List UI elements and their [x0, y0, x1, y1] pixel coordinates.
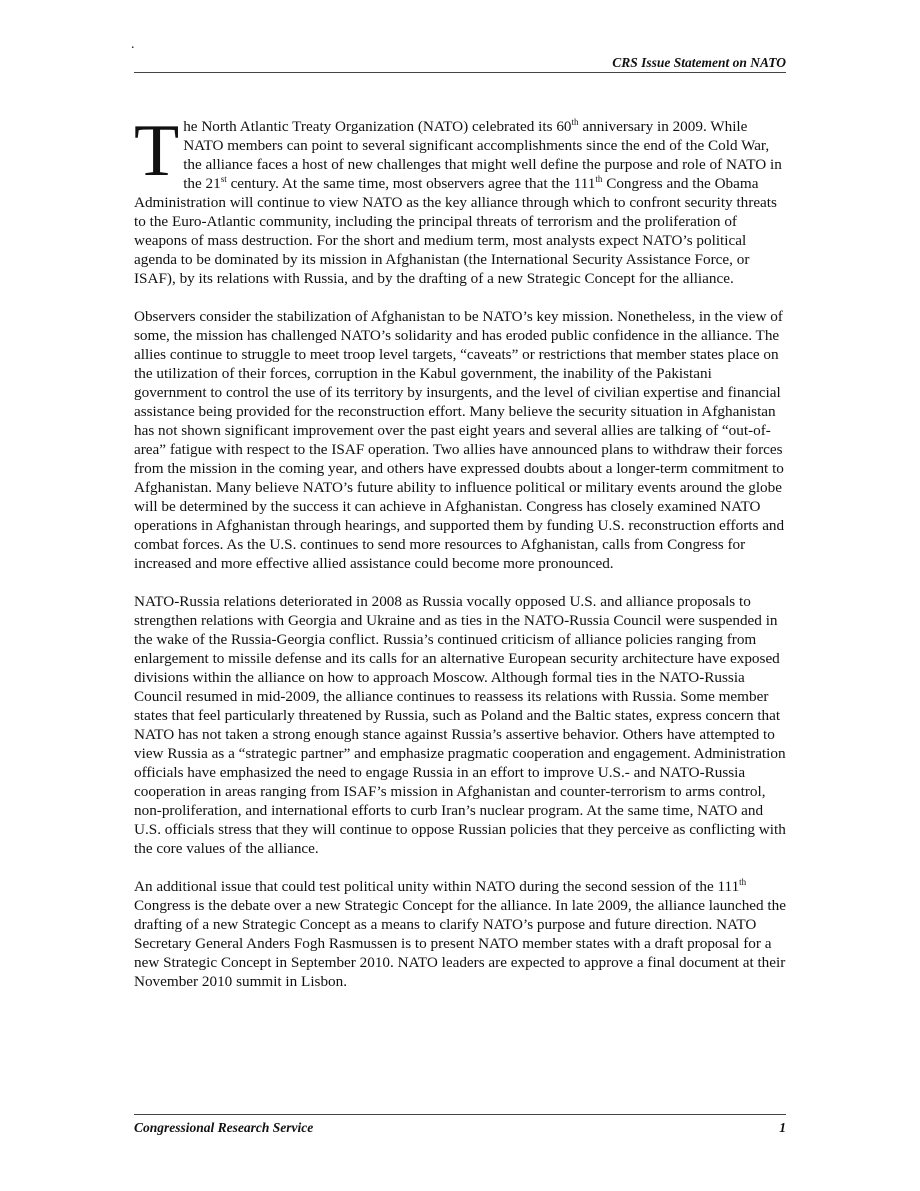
text-run: An additional issue that could test political unity within NATO during the second session of the 111 [134, 878, 740, 895]
paragraph-afghanistan: Observers consider the stabilization of Afghanistan to be NATO’s key mission. Nonetheless, in the view of some, the mission has challenged NATO’s solidarity and has eroded public confidence in the alliance. The allies continue to struggle to meet troop level targets, “caveats” or restrictions that member states place on the utilization of their forces, corruption in the Kabul government, the inability of the Pakistani government to control the use of its territory by insurgents, and the level of civilian expertise and financial assistance being provided for the reconstruction effort. Many believe the security situation in Afghanistan has not shown significant improvement over the past eight years and several allies are talking of “out-of-area” fatigue with respect to the ISAF operation. Two allies have announced plans to withdraw their forces from the mission in the coming year, and others have expressed doubts about a longer-term commitment to Afghanistan. Many believe NATO’s future ability to influence political or military events around the globe will be determined by the success it can achieve in Afghanistan. Congress has closely examined NATO operations in Afghanistan through hearings, and supported them by funding U.S. reconstruction efforts and combat forces. As the U.S. continues to send more resources to Afghanistan, calls from Congress for increased and more effective allied assistance could become more pronounced. [134, 308, 785, 572]
text-run: Congress is the debate over a new Strategic Concept for the alliance. In late 2009, the alliance launched the drafting of a new Strategic Concept as a means to clarify NATO’s purpose and future direction. NATO Secretary General Anders Fogh Rasmussen is to present NATO member states with a draft proposal for a new Strategic Concept in September 2010. NATO leaders are expected to approve a final document at their November 2010 summit in Lisbon. [134, 897, 786, 990]
superscript: st [220, 174, 227, 184]
header-title: CRS Issue Statement on NATO [612, 55, 786, 70]
text-run: century. At the same time, most observers agree that the 111 [226, 175, 596, 192]
superscript: th [595, 174, 603, 184]
text-run: he North Atlantic Treaty Organization (NATO) celebrated its 60 [183, 118, 572, 135]
header-mark: . [131, 37, 135, 52]
footer-rule [134, 1114, 786, 1115]
paragraph-strategic-concept [134, 877, 788, 991]
paragraph-intro [134, 110, 788, 288]
superscript: th [739, 877, 747, 887]
drop-cap: T [134, 110, 180, 192]
page-number: 1 [779, 1120, 786, 1135]
document-body [134, 110, 788, 1010]
header-rule [134, 72, 786, 73]
text-run: Congress and the Obama Administration will continue to view NATO as the key alliance through which to confront security threats to the Euro-Atlantic community, including the principal threats of terrorism and the proliferation of weapons of mass destruction. For the short and medium term, most analysts expect NATO’s political agenda to be dominated by its mission in Afghanistan (the International Security Assistance Force, or ISAF), by its relations with Russia, and by the drafting of a new Strategic Concept for the alliance. [134, 175, 777, 287]
text-run: anniversary in 2009. While NATO members can point to several significant accomplishments since the end of the Cold War, the alliance faces a host of new challenges that might well define the purpose and role of NATO in the 21 [183, 118, 782, 192]
paragraph-russia: NATO-Russia relations deteriorated in 2008 as Russia vocally opposed U.S. and alliance proposals to strengthen relations with Georgia and Ukraine and as ties in the NATO-Russia Council were suspended in the wake of the Russia-Georgia conflict. Russia’s continued criticism of alliance policies ranging from enlargement to missile defense and its calls for an alternative European security architecture have exposed divisions within the alliance on how to approach Moscow. Although formal ties in the NATO-Russia Council resumed in mid-2009, the alliance continues to reassess its relations with Russia. Some member states that feel particularly threatened by Russia, such as Poland and the Baltic states, express concern that NATO has not taken a strong enough stance against Russia’s assertive behavior. Others have attempted to view Russia as a “strategic partner” and emphasize pragmatic cooperation and engagement. Administration officials have emphasized the need to engage Russia in an effort to improve U.S.- and NATO-Russia cooperation in areas ranging from ISAF’s mission in Afghanistan and counter-terrorism to arms control, non-proliferation, and international efforts to curb Iran’s nuclear program. At the same time, NATO and U.S. officials stress that they will continue to oppose Russian policies that they perceive as conflicting with the core values of the alliance. [134, 593, 786, 857]
superscript: th [571, 117, 579, 127]
footer-source: Congressional Research Service [134, 1120, 314, 1135]
